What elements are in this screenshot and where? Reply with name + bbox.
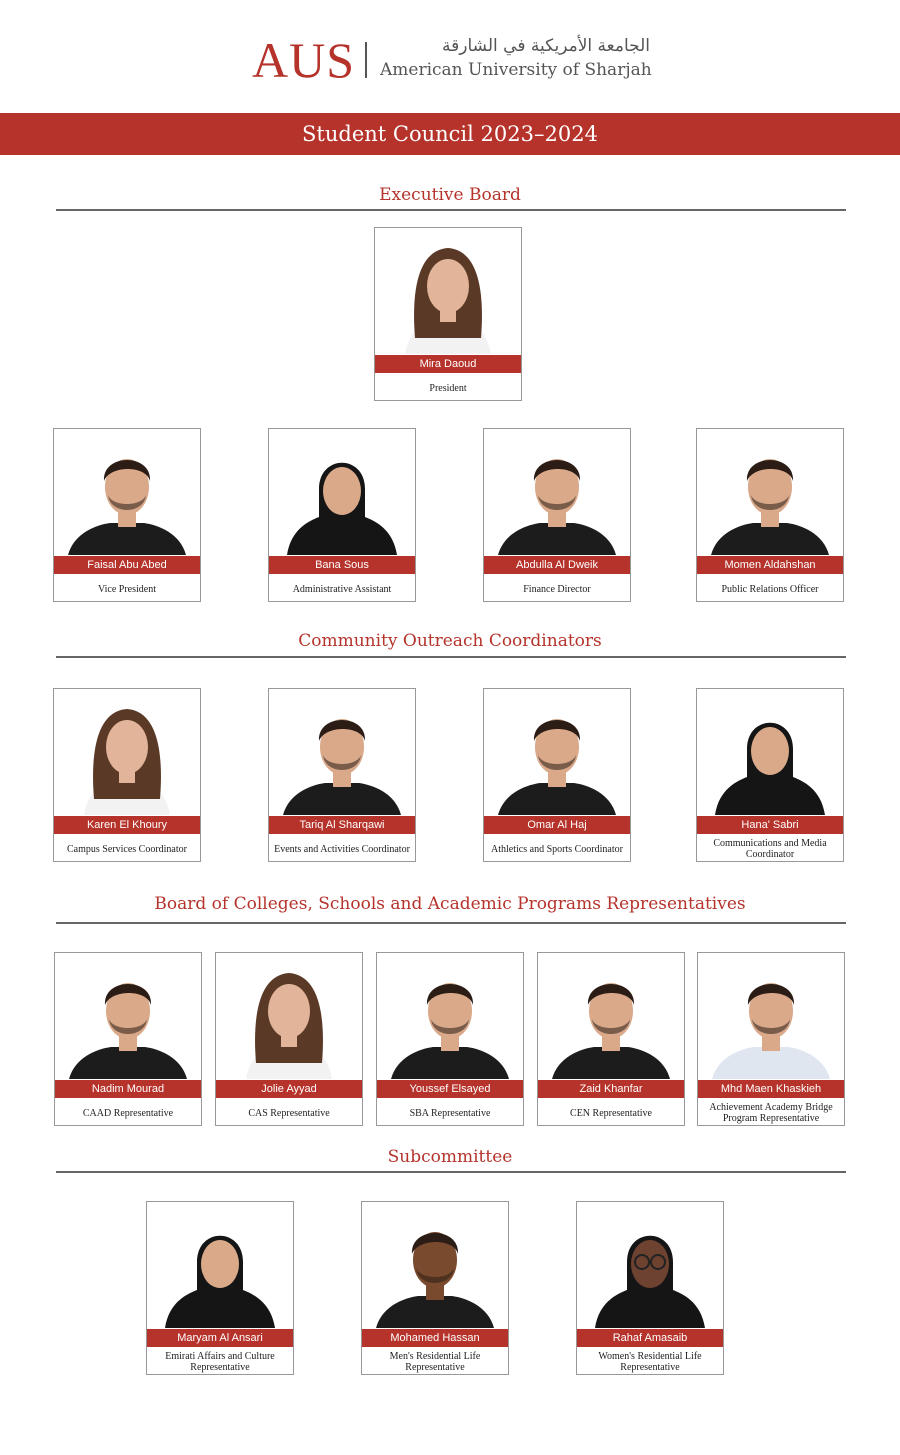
member-photo: [698, 953, 844, 1079]
member-card-womens: [576, 1201, 724, 1375]
member-card-admin: [268, 428, 416, 602]
member-card-pr: [696, 428, 844, 602]
section-title-board-of-colleges: Board of Colleges, Schools and Academic Programs Representatives: [154, 894, 746, 914]
member-role: Events and Activities Coordinator: [274, 843, 410, 855]
member-role: Vice President: [98, 583, 156, 595]
member-photo: [362, 1202, 508, 1328]
section-divider: [56, 209, 846, 211]
member-photo: [484, 429, 630, 555]
logo-divider: [365, 42, 367, 78]
section-title-subcommittee: Subcommittee: [387, 1147, 513, 1167]
title-banner: [0, 113, 900, 155]
member-name: Karen El Khoury: [54, 816, 200, 834]
university-name-english: American University of Sharjah: [380, 60, 652, 80]
member-photo: [375, 228, 521, 354]
member-name: Mohamed Hassan: [362, 1329, 508, 1347]
member-card-emirati: [146, 1201, 294, 1375]
member-role: Achievement Academy Bridge Program Representative: [709, 1102, 833, 1124]
member-role: Public Relations Officer: [721, 583, 819, 595]
member-role: Finance Director: [523, 583, 591, 595]
member-card-caad: [54, 952, 202, 1126]
member-photo: [577, 1202, 723, 1328]
page-title: Student Council 2023–2024: [302, 122, 598, 146]
member-role: Athletics and Sports Coordinator: [491, 843, 623, 855]
member-name: Momen Aldahshan: [697, 556, 843, 574]
member-card-media: [696, 688, 844, 862]
member-photo: [697, 689, 843, 815]
member-name: Zaid Khanfar: [538, 1080, 684, 1098]
member-name: Omar Al Haj: [484, 816, 630, 834]
member-name: Mira Daoud: [375, 355, 521, 373]
member-photo: [147, 1202, 293, 1328]
member-photo: [484, 689, 630, 815]
member-role: CAAD Representative: [82, 1107, 174, 1119]
member-name: Mhd Maen Khaskieh: [698, 1080, 844, 1098]
section-divider: [56, 922, 846, 924]
member-role: CEN Representative: [570, 1107, 652, 1119]
member-name: Hana' Sabri: [697, 816, 843, 834]
member-photo: [269, 429, 415, 555]
section-title-community-outreach: Community Outreach Coordinators: [298, 631, 602, 651]
member-card-president: [374, 227, 522, 401]
member-role: SBA Representative: [409, 1107, 491, 1119]
member-role: Administrative Assistant: [292, 583, 392, 595]
member-photo: [54, 429, 200, 555]
member-role: President: [429, 382, 467, 394]
member-card-aab: [697, 952, 845, 1126]
member-card-athletics: [483, 688, 631, 862]
member-role: Men's Residential Life Representative: [389, 1351, 481, 1373]
member-card-campus: [53, 688, 201, 862]
member-name: Jolie Ayyad: [216, 1080, 362, 1098]
member-role: Emirati Affairs and Culture Representative: [165, 1351, 275, 1373]
section-title-executive-board: Executive Board: [379, 185, 521, 205]
member-photo: [697, 429, 843, 555]
member-name: Maryam Al Ansari: [147, 1329, 293, 1347]
member-role: Communications and Media Coordinator: [713, 838, 827, 860]
member-card-sba: [376, 952, 524, 1126]
section-divider: [56, 656, 846, 658]
member-name: Faisal Abu Abed: [54, 556, 200, 574]
university-name-arabic: الجامعة الأمريكية في الشارقة: [442, 36, 650, 56]
member-role: CAS Representative: [248, 1107, 330, 1119]
member-role: Campus Services Coordinator: [67, 843, 187, 855]
member-name: Youssef Elsayed: [377, 1080, 523, 1098]
member-photo: [538, 953, 684, 1079]
member-photo: [55, 953, 201, 1079]
member-photo: [216, 953, 362, 1079]
university-header: [0, 0, 900, 112]
member-card-cas: [215, 952, 363, 1126]
member-name: Nadim Mourad: [55, 1080, 201, 1098]
member-name: Abdulla Al Dweik: [484, 556, 630, 574]
member-name: Rahaf Amasaib: [577, 1329, 723, 1347]
member-name: Bana Sous: [269, 556, 415, 574]
aus-logo: AUS: [252, 32, 356, 88]
member-role: Women's Residential Life Representative: [598, 1351, 702, 1373]
member-card-vp: [53, 428, 201, 602]
member-name: Tariq Al Sharqawi: [269, 816, 415, 834]
member-card-cen: [537, 952, 685, 1126]
member-photo: [377, 953, 523, 1079]
member-card-events: [268, 688, 416, 862]
member-photo: [269, 689, 415, 815]
member-card-finance: [483, 428, 631, 602]
section-divider: [56, 1171, 846, 1173]
member-card-mens: [361, 1201, 509, 1375]
member-photo: [54, 689, 200, 815]
